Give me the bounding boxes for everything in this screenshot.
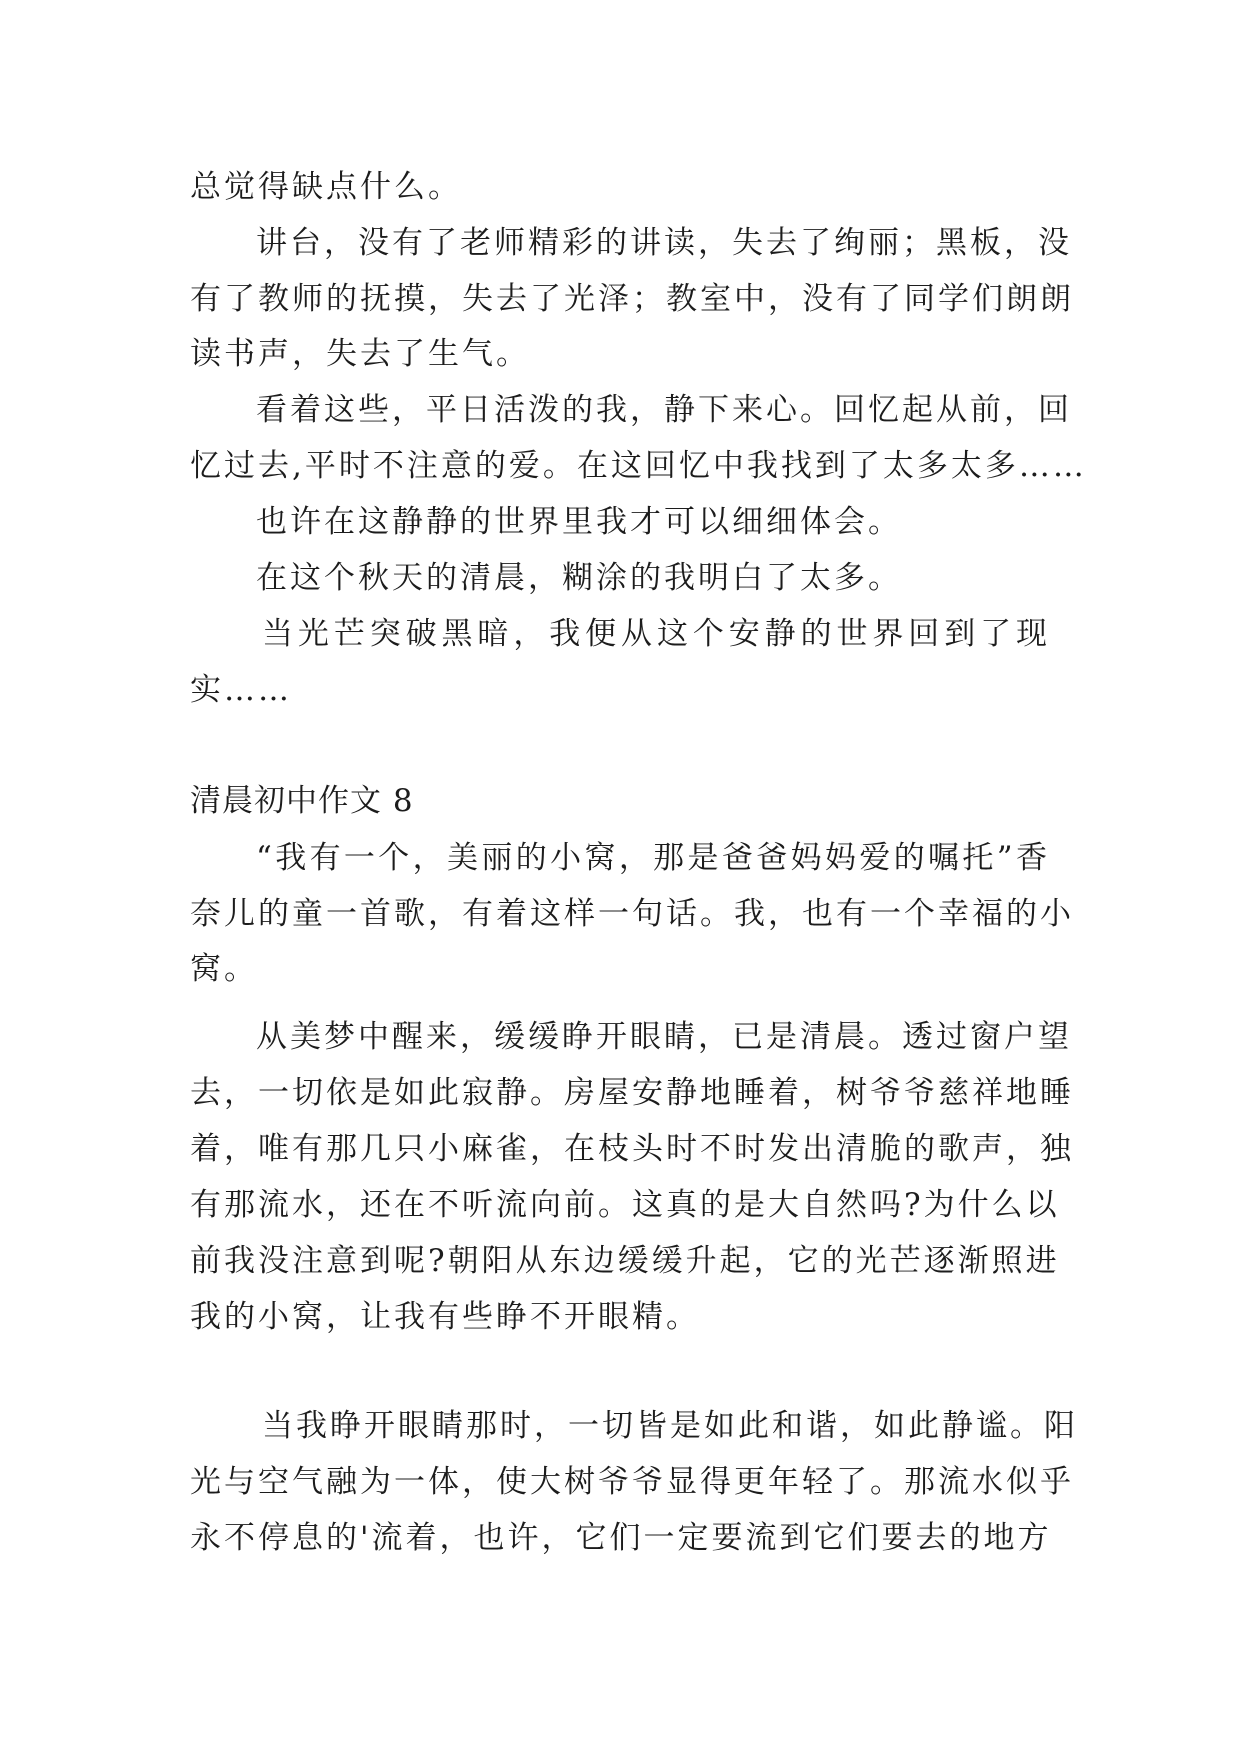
text-line: 前我没注意到呢?朝阳从东边缓缓升起，它的光芒逐渐照进 bbox=[190, 1243, 1060, 1279]
text-line: 读书声，失去了生气。 bbox=[190, 336, 530, 372]
text-line: 奈儿的童一首歌，有着这样一句话。我，也有一个幸福的小 bbox=[190, 896, 1074, 932]
section-title: 清晨初中作文 8 bbox=[190, 783, 414, 819]
text-line: 着，唯有那几只小麻雀，在枝头时不时发出清脆的歌声，独 bbox=[190, 1131, 1074, 1167]
text-line: 总觉得缺点什么。 bbox=[190, 169, 462, 205]
text-line: 窝。 bbox=[190, 951, 258, 987]
text-line: 光与空气融为一体，使大树爷爷显得更年轻了。那流水似乎 bbox=[190, 1464, 1074, 1500]
text-line: 去，一切依是如此寂静。房屋安静地睡着，树爷爷慈祥地睡 bbox=[190, 1075, 1074, 1111]
text-line: 有了教师的抚摸，失去了光泽；教室中，没有了同学们朗朗 bbox=[190, 281, 1074, 317]
text-line: 从美梦中醒来，缓缓睁开眼睛，已是清晨。透过窗户望 bbox=[256, 1019, 1072, 1055]
text-line: 当我睁开眼睛那时，一切皆是如此和谐，如此静谧。阳 bbox=[262, 1408, 1078, 1444]
text-line: 当光芒突破黑暗，我便从这个安静的世界回到了现 bbox=[262, 616, 1050, 652]
text-line: 讲台，没有了老师精彩的讲读，失去了绚丽；黑板，没 bbox=[256, 225, 1072, 261]
text-line: 实…… bbox=[190, 672, 292, 708]
text-line: 看着这些，平日活泼的我，静下来心。回忆起从前，回 bbox=[256, 392, 1072, 428]
text-line: “我有一个，美丽的小窝，那是爸爸妈妈爱的嘱托”香 bbox=[256, 840, 1050, 876]
text-line: 我的小窝，让我有些睁不开眼精。 bbox=[190, 1299, 700, 1335]
text-line: 有那流水，还在不听流向前。这真的是大自然吗?为什么以 bbox=[190, 1187, 1060, 1223]
text-line: 在这个秋天的清晨，糊涂的我明白了太多。 bbox=[256, 560, 902, 596]
text-line: 忆过去,平时不注意的爱。在这回忆中我找到了太多太多…… bbox=[190, 448, 1087, 484]
text-line: 也许在这静静的世界里我才可以细细体会。 bbox=[256, 504, 902, 540]
text-line: 永不停息的'流着，也许，它们一定要流到它们要去的地方 bbox=[190, 1520, 1052, 1556]
